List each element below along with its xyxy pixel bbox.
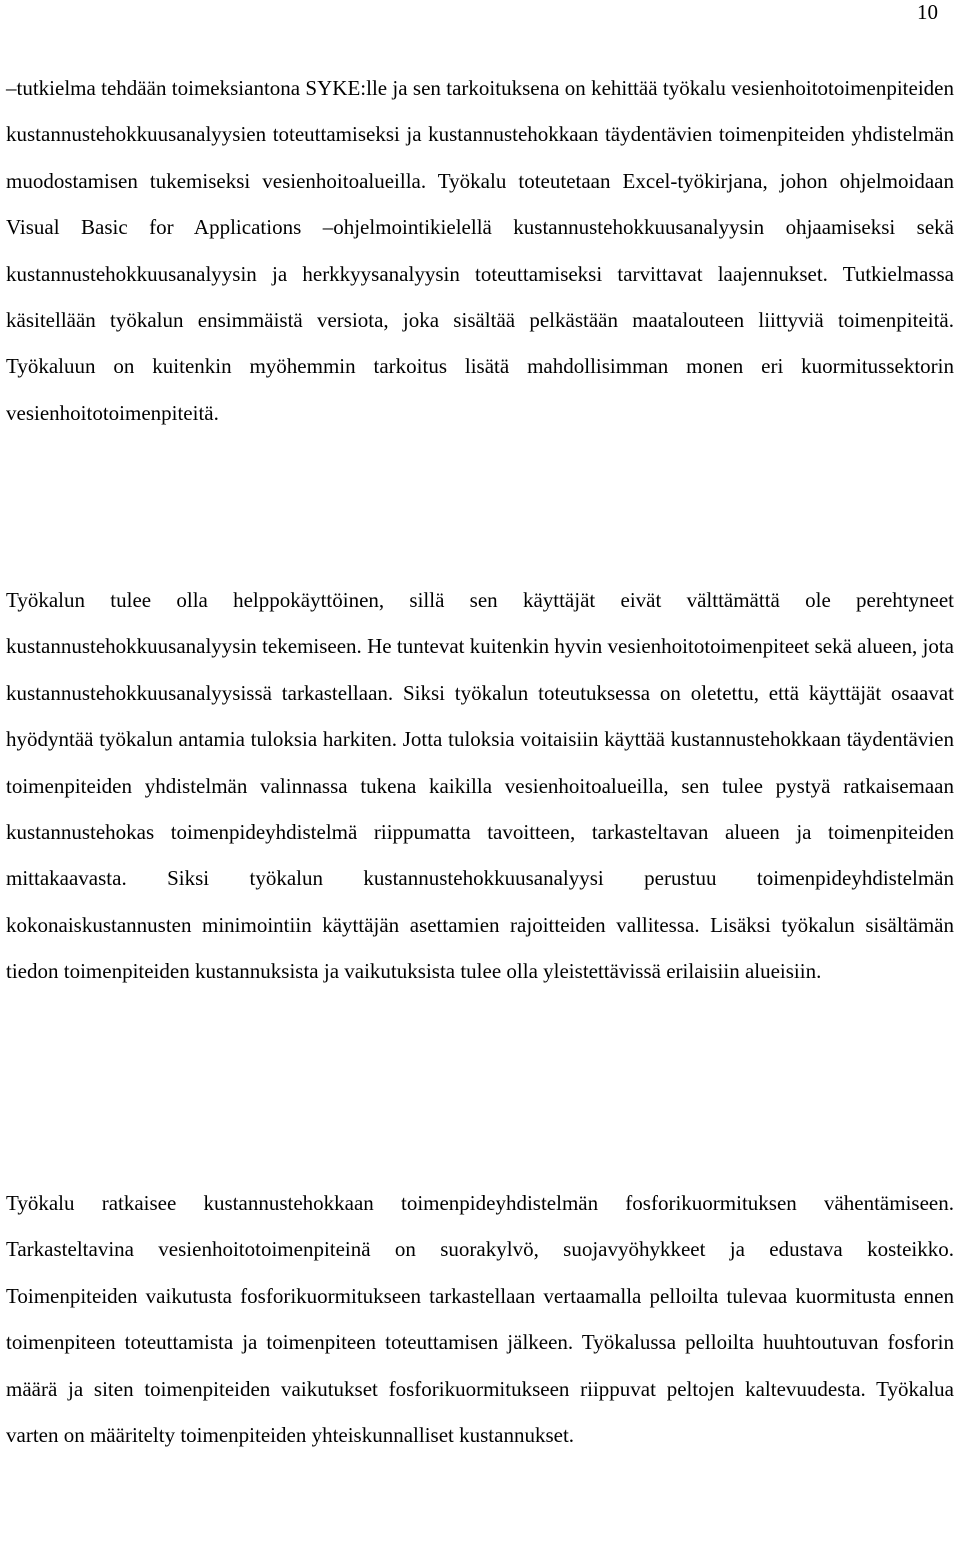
body-text-block-3 (6, 1180, 954, 1458)
paragraph-1: –tutkielma tehdään toimeksiantona SYKE:lle ja sen tarkoituksena on kehittää työkalu vesienhoitotoimenpiteiden kustannustehokkuusanalyysien toteuttamiseksi ja kustannustehokkaan täydentävien toimenpiteiden yhdistelmän muodostamisen tukemiseksi vesienhoitoalueilla. Työkalu toteutetaan Excel-työkirjana, johon ohjelmoidaan Visual Basic for Applications –ohjelmointikielellä kustannustehokkuusanalyysin ohjaamiseksi sekä kustannustehokkuusanalyysin ja herkkyysanalyysin toteuttamiseksi tarvittavat laajennukset. Tutkielmassa käsitellään työkalun ensimmäistä versiota, joka sisältää pelkästään maatalouteen liittyviä toimenpiteitä. Työkaluun on kuitenkin myöhemmin tarkoitus lisätä mahdollisimman monen eri kuormitussektorin vesienhoitotoimenpiteitä. (6, 76, 954, 425)
body-text-block-2 (6, 577, 954, 995)
paragraph-2: Työkalun tulee olla helppokäyttöinen, sillä sen käyttäjät eivät välttämättä ole perehtyneet kustannustehokkuusanalyysin tekemiseen. He tuntevat kuitenkin hyvin vesienhoitotoimenpiteet sekä alueen, jota kustannustehokkuusanalyysissä tarkastellaan. Siksi työkalun toteutuksessa on oletettu, että käyttäjät osaavat hyödyntää työkalun antamia tuloksia harkiten. Jotta tuloksia voitaisiin käyttää kustannustehokkaan täydentävien toimenpiteiden yhdistelmän valinnassa tukena kaikilla vesienhoitoalueilla, sen tulee pystyä ratkaisemaan kustannustehokas toimenpideyhdistelmä riippumatta tavoitteen, tarkasteltavan alueen ja toimenpiteiden mittakaavasta. Siksi työkalun kustannustehokkuusanalyysi perustuu toimenpideyhdistelmän kokonaiskustannusten minimointiin käyttäjän asettamien rajoitteiden vallitessa. Lisäksi työkalun sisältämän tiedon toimenpiteiden kustannuksista ja vaikutuksista tulee olla yleistettävissä erilaisiin alueisiin. (6, 588, 954, 984)
page-number: 10 (917, 0, 938, 24)
body-text-block-1 (6, 65, 954, 436)
paragraph-3: Työkalu ratkaisee kustannustehokkaan toimenpideyhdistelmän fosforikuormituksen vähentämiseen. Tarkasteltavina vesienhoitotoimenpiteinä on suorakylvö, suojavyöhykkeet ja edustava kosteikko. Toimenpiteiden vaikutusta fosforikuormitukseen tarkastellaan vertaamalla pelloilta tulevaa kuormitusta ennen toimenpiteen toteuttamista ja toimenpiteen toteuttamisen jälkeen. Työkalussa pelloilta huuhtoutuvan fosforin määrä ja siten toimenpiteiden vaikutukset fosforikuormitukseen riippuvat peltojen kaltevuudesta. Työkalua varten on määritelty toimenpiteiden yhteiskunnalliset kustannukset. (6, 1191, 954, 1448)
